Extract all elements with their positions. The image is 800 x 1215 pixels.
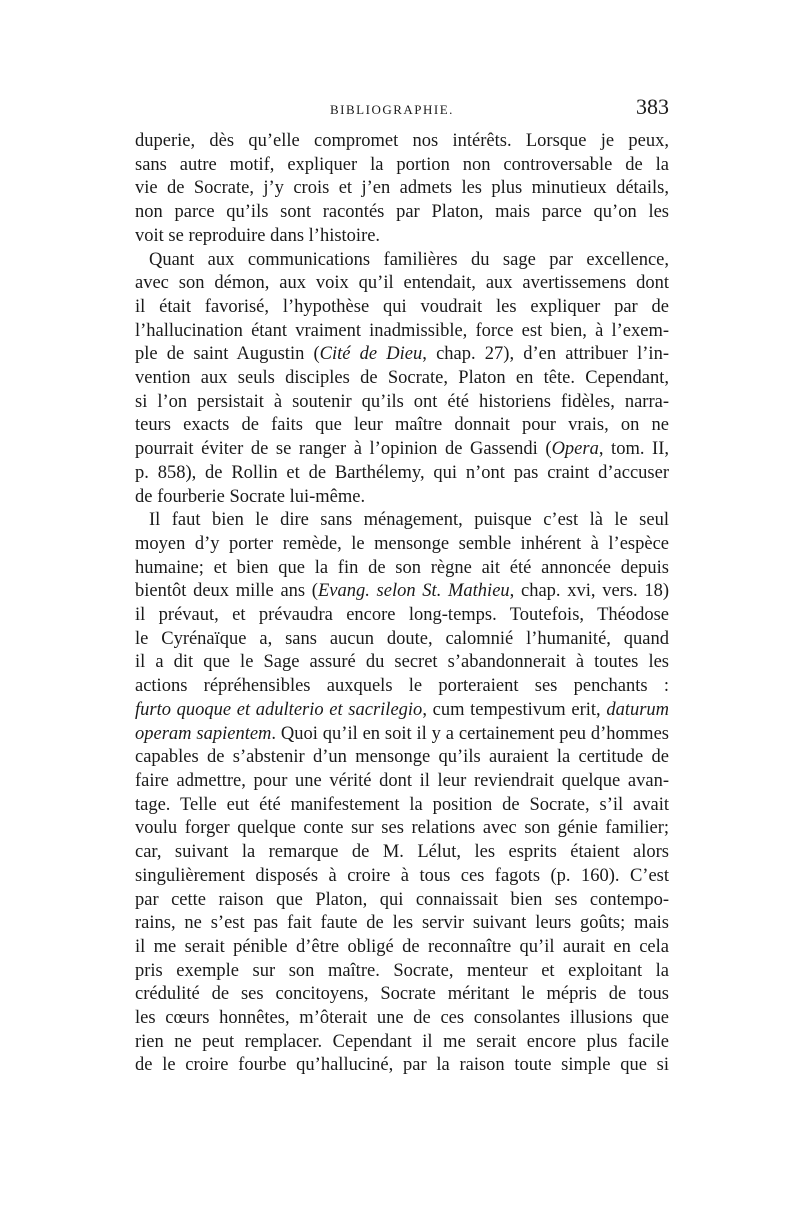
text-line: les cœurs honnêtes, m’ôterait une de ces consolantes illusions que <box>135 1008 669 1029</box>
text-line: humaine; et bien que la fin de son règne ait été annoncée depuis <box>135 557 669 578</box>
text-line: car, suivant la remarque de M. Lélut, les esprits étaient alors <box>135 842 669 863</box>
text-line: Quant aux communications familières du sage par excellence, <box>149 249 669 270</box>
text-line: avec son démon, aux voix qu’il entendait, aux avertissemens dont <box>135 273 669 294</box>
text-line: faire admettre, pour une vérité dont il leur reviendrait quelque avan- <box>135 770 669 791</box>
text-line: de fourberie Socrate lui-même. <box>135 486 366 507</box>
text-line: le Cyrénaïque a, sans aucun doute, calomnié l’humanité, quand <box>135 628 669 649</box>
text-line: vie de Socrate, j’y crois et j’en admets les plus minutieux détails, <box>135 178 669 199</box>
text-line: tage. Telle eut été manifestement la position de Socrate, s’il avait <box>135 794 669 815</box>
text-line: par cette raison que Platon, qui connaissait bien ses contempo- <box>135 889 669 910</box>
text-line: il était favorisé, l’hypothèse qui voudrait les expliquer par de <box>135 296 669 317</box>
page-number: 383 <box>636 94 669 119</box>
text-line: rains, ne s’est pas fait faute de les servir suivant leurs goûts; mais <box>135 913 669 934</box>
text-line: pourrait éviter de se ranger à l’opinion de Gassendi (Opera, tom. II, <box>135 439 669 460</box>
text-line: sans autre motif, expliquer la portion non controversable de la <box>135 154 669 175</box>
text-line: capables de s’abstenir d’un mensonge qu’ils auraient la certitude de <box>135 747 669 768</box>
text-line: il a dit que le Sage assuré du secret s’abandonnerait à toutes les <box>135 652 669 673</box>
text-line: voit se reproduire dans l’histoire. <box>135 225 381 246</box>
running-title: BIBLIOGRAPHIE. <box>330 102 454 117</box>
text-line: il prévaut, et prévaudra encore long-temps. Toutefois, Théodose <box>135 605 669 626</box>
text-line: pris exemple sur son maître. Socrate, menteur et exploitant la <box>135 960 669 981</box>
text-line: crédulité de ses concitoyens, Socrate méritant le mépris de tous <box>135 984 669 1005</box>
text-line: vention aux seuls disciples de Socrate, Platon en tête. Cependant, <box>135 368 669 389</box>
text-line: l’hallucination étant vraiment inadmissible, force est bien, à l’exem- <box>135 320 669 341</box>
text-line: si l’on persistait à soutenir qu’ils ont été historiens fidèles, narra- <box>135 391 669 412</box>
text-line: duperie, dès qu’elle compromet nos intérêts. Lorsque je peux, <box>135 131 669 151</box>
text-line: bientôt deux mille ans (Evang. selon St. Mathieu, chap. xvi, vers. 18) <box>135 581 670 602</box>
text-line: teurs exacts de faits que leur maître donnait pour vrais, on ne <box>135 415 669 436</box>
text-line: operam sapientem. Quoi qu’il en soit il y a certainement peu d’hommes <box>135 723 669 744</box>
paragraph-1 <box>135 130 669 249</box>
text-line: moyen d’y porter remède, le mensonge semble inhérent à l’espèce <box>135 533 669 554</box>
paragraph-2 <box>135 249 669 510</box>
text-line: ple de saint Augustin (Cité de Dieu, chap. 27), d’en attribuer l’in- <box>135 344 669 365</box>
paragraph-3 <box>135 509 669 1078</box>
book-page <box>135 94 670 1078</box>
text-line: Il faut bien le dire sans ménagement, puisque c’est là le seul <box>149 510 669 531</box>
text-line: il me serait pénible d’être obligé de reconnaître qu’il aurait en cela <box>135 936 669 957</box>
text-line: p. 858), de Rollin et de Barthélemy, qui n’ont pas craint d’accuser <box>135 462 669 483</box>
text-line: non parce qu’ils sont racontés par Platon, mais parce qu’on les <box>135 202 669 223</box>
text-line: de le croire fourbe qu’halluciné, par la raison toute simple que si <box>135 1055 669 1076</box>
text-line: singulièrement disposés à croire à tous ces fagots (p. 160). C’est <box>135 865 669 886</box>
page-header <box>135 94 669 130</box>
text-line: voulu forger quelque conte sur ses relations avec son génie familier; <box>135 818 669 839</box>
text-line: rien ne peut remplacer. Cependant il me serait encore plus facile <box>135 1031 669 1052</box>
text-line: actions répréhensibles auxquels le porteraient ses penchants : <box>135 676 669 697</box>
text-line: furto quoque et adulterio et sacrilegio, cum tempestivum erit, daturum <box>135 699 670 720</box>
